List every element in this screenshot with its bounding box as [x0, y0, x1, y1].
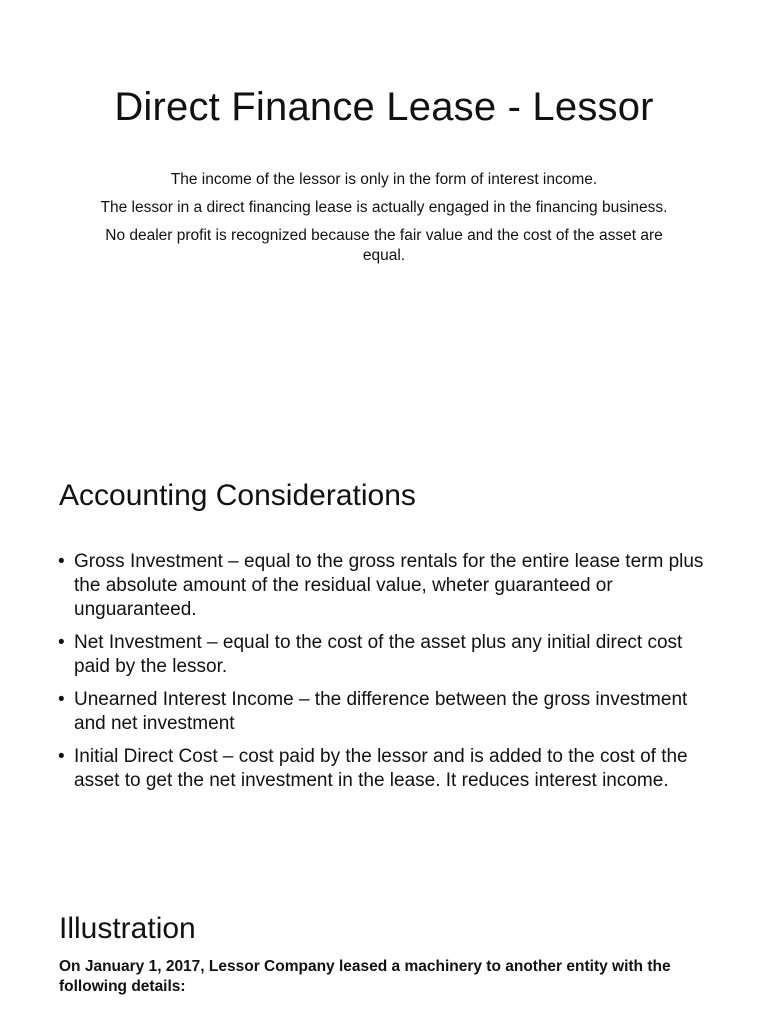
illustration-text: On January 1, 2017, Lessor Company leased a machinery to another entity with the following details: [59, 958, 671, 995]
bullet-item [58, 745, 718, 793]
bullet-text: Net Investment – equal to the cost of the asset plus any initial direct cost paid by the lessor. [74, 632, 683, 677]
slide-illustration [0, 905, 768, 1024]
bullet-item [58, 688, 718, 736]
bullet-text: Gross Investment – equal to the gross rentals for the entire lease term plus the absolute amount of the residual value, wheter guaranteed or unguaranteed. [74, 551, 704, 620]
bullet-icon: • [58, 689, 65, 710]
bullet-list [58, 550, 718, 802]
subtitle-line: The income of the lessor is only in the form of interest income. [170, 171, 598, 188]
bullet-text: Initial Direct Cost – cost paid by the lessor and is added to the cost of the asset to get the net investment in the lease. It reduces interest income. [74, 746, 688, 791]
subtitle-line: No dealer profit is recognized because the fair value and the cost of the asset are equal. [105, 227, 663, 264]
bullet-item [58, 550, 718, 622]
subtitle-line: The lessor in a direct financing lease is actually engaged in the financing business. [100, 199, 668, 216]
bullet-icon: • [58, 746, 65, 767]
slide-heading: Accounting Considerations [59, 479, 416, 512]
bullet-icon: • [58, 632, 65, 653]
bullet-text: Unearned Interest Income – the difference between the gross investment and net investment [74, 689, 688, 734]
slide-direct-finance-lease [0, 0, 768, 300]
bullet-item [58, 631, 718, 679]
slide-title: Direct Finance Lease - Lessor [114, 85, 654, 129]
slide-heading: Illustration [59, 912, 196, 945]
slide-subtitle [84, 170, 684, 274]
bullet-icon: • [58, 551, 65, 572]
slide-accounting-considerations [0, 470, 768, 850]
